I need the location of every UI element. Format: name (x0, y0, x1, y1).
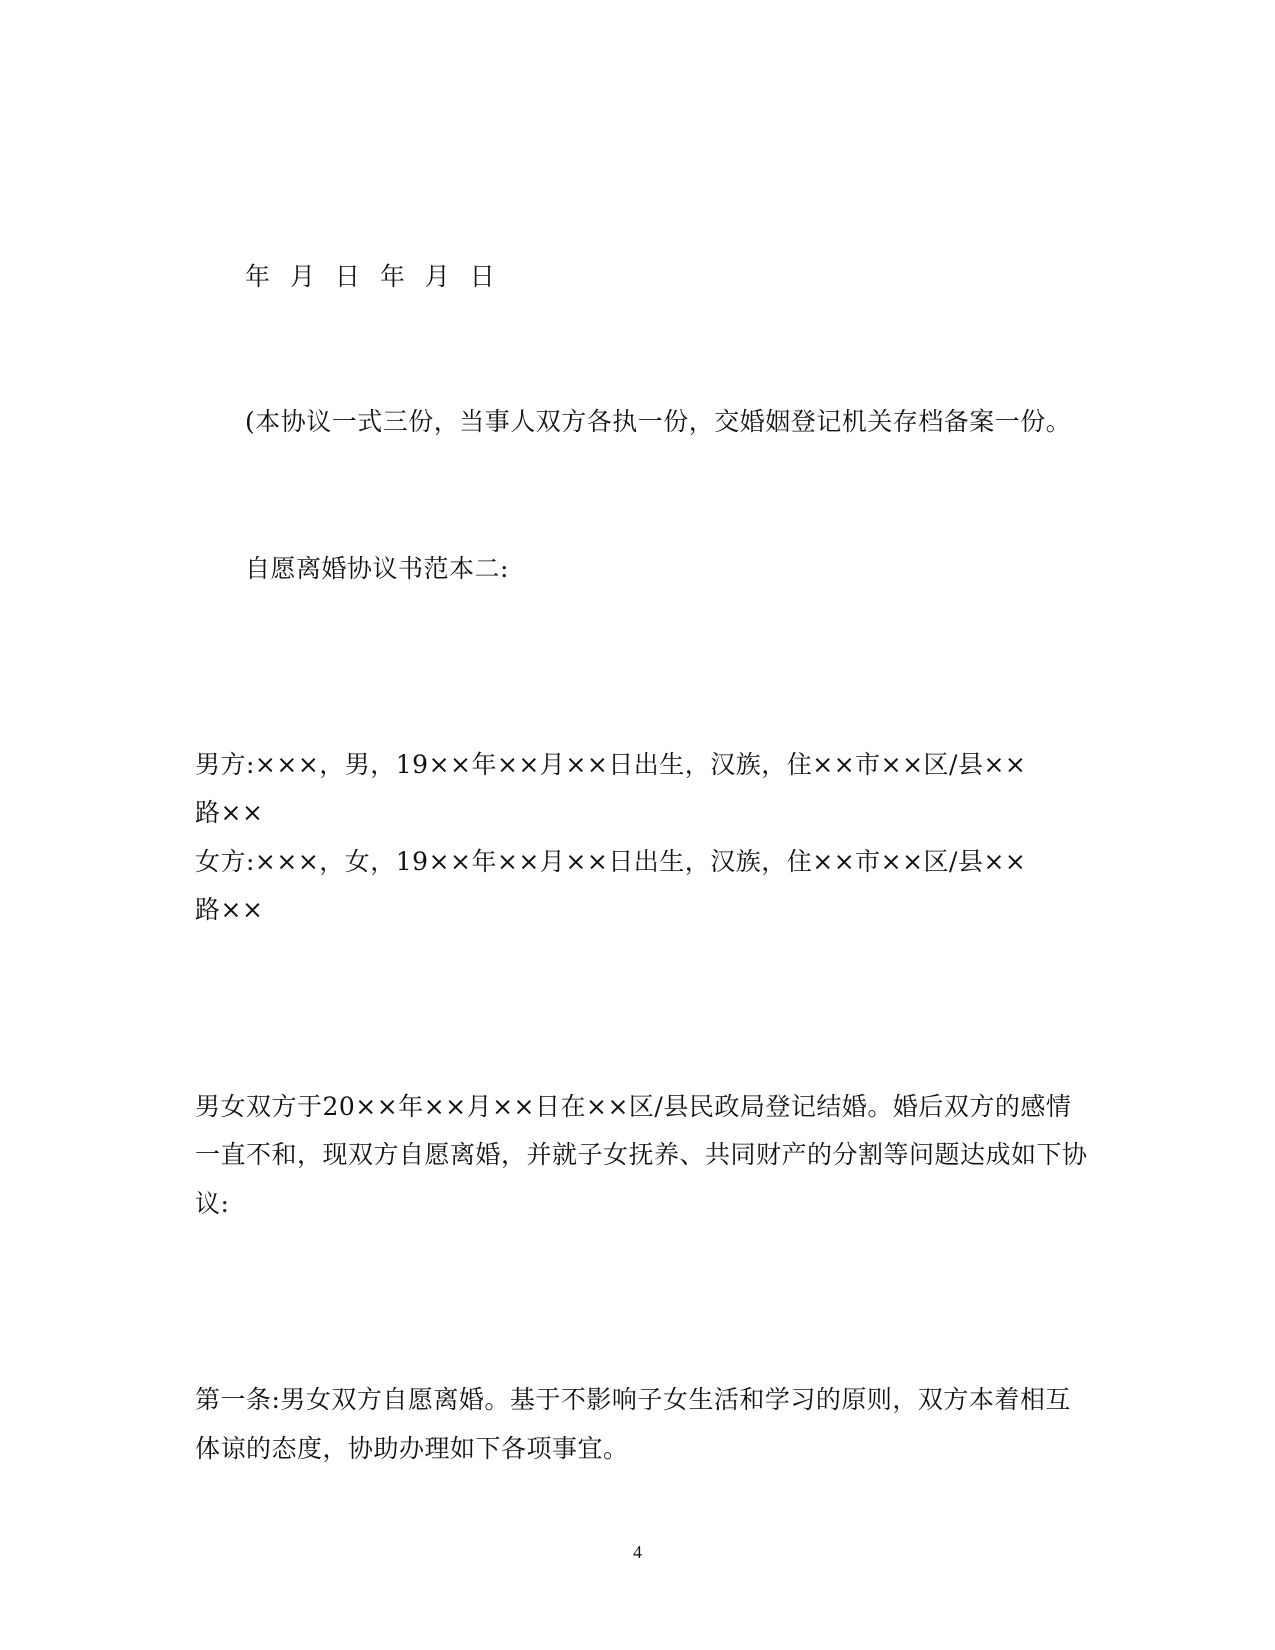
intro-paragraph-line-2: 一直不和，现双方自愿离婚，并就子女抚养、共同财产的分割等问题达成如下协 (195, 1140, 1088, 1169)
female-party-line-2: 路×× (195, 895, 264, 924)
article-1-line-1: 第一条:男女双方自愿离婚。基于不影响子女生活和学习的原则，双方本着相互 (195, 1385, 1071, 1414)
intro-paragraph-line-1: 男女双方于20××年××月××日在××区/县民政局登记结婚。婚后双方的感情 (195, 1092, 1072, 1121)
page-number: 4 (633, 1542, 642, 1562)
article-1-line-2: 体谅的态度，协助办理如下各项事宜。 (195, 1434, 629, 1463)
intro-paragraph-line-3: 议: (195, 1189, 230, 1218)
section-heading: 自愿离婚协议书范本二: (245, 554, 509, 583)
signature-date-line: 年 月 日 年 月 日 (245, 262, 501, 291)
female-party-line-1: 女方:×××，女，19××年××月××日出生，汉族，住××市××区/县×× (195, 847, 1027, 876)
male-party-line-2: 路×× (195, 798, 264, 827)
male-party-line-1: 男方:×××，男，19××年××月××日出生，汉族，住××市××区/县×× (195, 750, 1027, 779)
copies-note: (本协议一式三份，当事人双方各执一份，交婚姻登记机关存档备案一份。 (245, 407, 1072, 436)
